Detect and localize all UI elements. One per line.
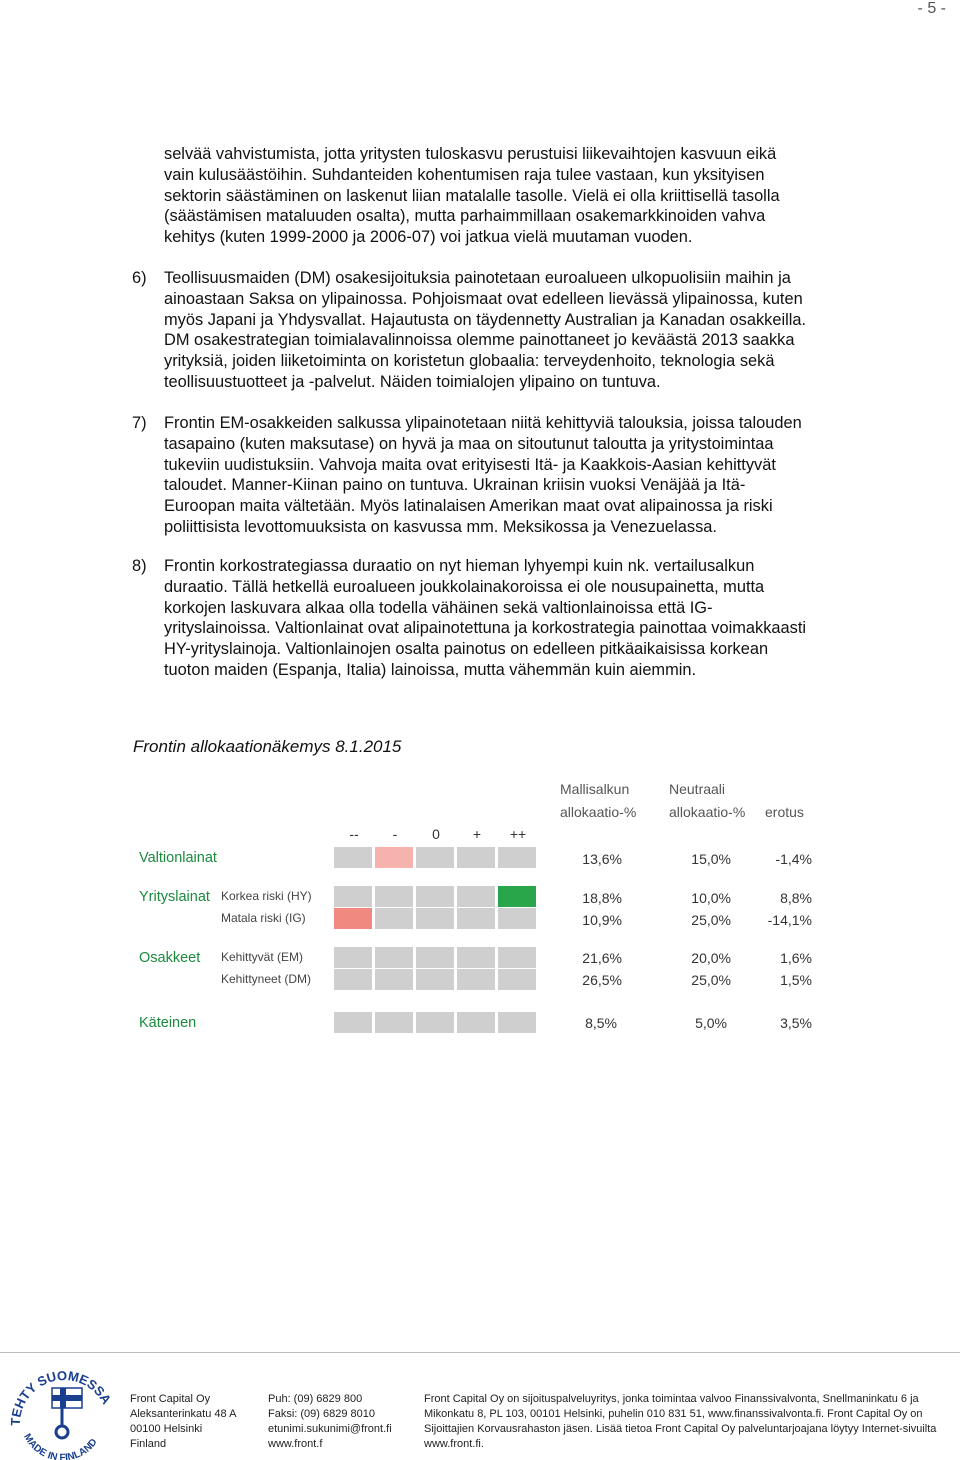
- footer-regulatory: [424, 1392, 956, 1452]
- scale-cell: [375, 886, 413, 907]
- text-line: DM osakestrategian toimialavalinnoissa olemme painottaneet jo keväästä 2013 saakka: [164, 331, 795, 350]
- text-line: sektorin säästäminen on laskenut liian matalalle tasolle. Vielä ei olla kriittisellä tasolla: [164, 186, 780, 205]
- allocation-title: Frontin allokaationäkemys 8.1.2015: [133, 737, 402, 756]
- text-line: ainoastaan Saksa on ylipainossa. Pohjoismaat ovat edelleen lievässä ylipainossa, kuten: [164, 289, 803, 308]
- scale-overweight: +: [472, 826, 482, 842]
- logo-text-top: TEHTY SUOMESSA: [7, 1367, 115, 1427]
- page-number: - 5 -: [917, 0, 946, 17]
- item-number-6: 6): [132, 269, 147, 287]
- footer-line: Aleksanterinkatu 48 A: [130, 1408, 237, 1420]
- scale-cell: [457, 908, 495, 929]
- scale-cell: [416, 908, 454, 929]
- footer-contact: [268, 1392, 392, 1452]
- difference-value: -14,1%: [767, 912, 812, 928]
- difference-value: 8,8%: [780, 890, 812, 906]
- category-yrityslainat: Yrityslainat: [139, 889, 210, 905]
- paragraph-8: [164, 556, 884, 681]
- scale-cell: [498, 969, 536, 990]
- text-line: vain kulusäästöihin. Suhdanteiden kohentumisen raja tulee vastaan, kun yksityisen: [164, 165, 765, 184]
- neutral-value: 25,0%: [691, 912, 731, 928]
- scale-cell: [416, 1012, 454, 1033]
- text-line: yrityslainoissa. Valtionlainat ovat alipainotettuna ja korkostrategia painottaa voimakkaasti: [164, 619, 807, 638]
- difference-value: -1,4%: [775, 851, 812, 867]
- header-neutral-line1: Neutraali: [669, 781, 726, 797]
- category-kateinen: Käteinen: [139, 1015, 197, 1031]
- paragraph-6: [164, 268, 884, 393]
- scale-cell: [498, 1012, 536, 1033]
- footer-line: Finland: [130, 1438, 167, 1450]
- header-difference: erotus: [765, 804, 804, 820]
- scale-cell: [375, 969, 413, 990]
- subcategory-em: Kehittyvät (EM): [221, 950, 304, 964]
- model-value: 26,5%: [582, 972, 622, 988]
- text-line: Frontin EM-osakkeiden salkussa ylipainotetaan niitä kehittyviä talouksia, joissa talouden: [164, 414, 802, 432]
- scale-cell: [375, 1012, 413, 1033]
- neutral-value: 20,0%: [691, 950, 731, 966]
- scale-cell: [457, 886, 495, 907]
- text-line: tukeviin uudistuksiin. Vahvoja maita ovat erityisesti Itä- ja Kaakkois-Aasian kehittyvät: [164, 455, 776, 474]
- text-line: poliittisista levottomuuksista on kasvussa mm. Meksikossa ja Venezuelassa.: [164, 517, 717, 536]
- neutral-value: 25,0%: [691, 972, 731, 988]
- scale-strong-overweight: ++: [509, 826, 527, 842]
- text-line: korkojen laskuvara alkaa olla todella vähäinen sekä valtionlainoissa että IG-: [164, 598, 713, 617]
- footer-web-link[interactable]: www.front.fi.: [424, 1438, 484, 1450]
- model-value: 8,5%: [585, 1015, 617, 1031]
- text-line: myös Japani ja Yhdysvallat. Hajautusta on täydennetty Australian ja Kanadan osakkeilla.: [164, 310, 807, 329]
- text-line: Teollisuusmaiden (DM) osakesijoituksia painotetaan euroalueen ulkopuolisiin maihin ja: [164, 269, 791, 287]
- scale-cell: [375, 908, 413, 929]
- scale-cell: [375, 947, 413, 968]
- key-flag-icon: [52, 1388, 82, 1438]
- scale-cell: [498, 947, 536, 968]
- text-line: teollisuustuotteet ja -palvelut. Näiden toimialojen ylipaino on tuntuva.: [164, 372, 661, 391]
- scale-cell: [457, 969, 495, 990]
- text-line: kehitys (kuten 1999-2000 ja 2006-07) voi jatkua vielä muutaman vuoden.: [164, 228, 693, 247]
- footer-email-link[interactable]: etunimi.sukunimi@front.fi: [268, 1423, 392, 1435]
- scale-cell: [498, 908, 536, 929]
- footer-line: Faksi: (09) 6829 8010: [268, 1408, 376, 1420]
- text-line: taloudet. Manner-Kiinan paino on tuntuva. Ukrainan kriisin vuoksi Venäjää ja Itä-: [164, 476, 746, 495]
- scale-cell: [457, 947, 495, 968]
- footer-line: Mikonkatu 8, PL 103, 00101 Helsinki, puhelin 010 831 51, www.finanssivalvonta.fi. Front Capital Oy on: [424, 1408, 923, 1420]
- scale-cell: [334, 847, 372, 868]
- footer-company: [130, 1392, 236, 1452]
- difference-value: 3,5%: [780, 1015, 812, 1031]
- footer-line: Front Capital Oy on sijoituspalveluyritys, jonka toimintaa valvoo Finanssivalvonta, Snellmaninkatu 6 ja: [424, 1393, 919, 1405]
- text-line: Euroopan maita vältetään. Myös latinalaisen Amerikan maat ovat alipainossa ja riski: [164, 497, 773, 516]
- model-value: 21,6%: [582, 950, 622, 966]
- footer-line: Sijoittajien Korvausrahaston jäsen. Lisää tietoa Front Capital Oy palveluntarjoajana löytyy Internet-sivuilta: [424, 1423, 937, 1435]
- subcategory-hy: Korkea riski (HY): [221, 889, 312, 903]
- header-neutral-line2: allokaatio-%: [669, 804, 746, 820]
- scale-cell: [457, 847, 495, 868]
- footer-line: Front Capital Oy: [130, 1393, 211, 1405]
- subcategory-dm: Kehittyneet (DM): [221, 972, 312, 986]
- text-line: tasapaino (kuten maksutase) on hyvä ja maa on sitoutunut taloutta ja yritystoimintaa: [164, 434, 774, 453]
- scale-cell: [334, 908, 372, 929]
- footer-divider: [0, 1352, 960, 1353]
- footer-web-link[interactable]: www.front.f: [268, 1438, 323, 1450]
- scale-cell: [416, 886, 454, 907]
- scale-cell: [334, 1012, 372, 1033]
- scale-cell: [416, 969, 454, 990]
- text-line: Frontin korkostrategiassa duraatio on nyt hieman lyhyempi kuin nk. vertailusalkun: [164, 557, 755, 575]
- neutral-value: 10,0%: [691, 890, 731, 906]
- category-osakkeet: Osakkeet: [139, 950, 201, 966]
- text-line: duraatio. Tällä hetkellä euroalueen joukkolainakoroissa ei ole nousupainetta, mutta: [164, 577, 765, 596]
- scale-cell: [334, 886, 372, 907]
- scale-underweight: -: [392, 826, 398, 842]
- scale-cell: [375, 847, 413, 868]
- logo-text-bottom: MADE IN FINLAND: [21, 1432, 100, 1460]
- paragraph-7: [164, 413, 884, 538]
- scale-cell: [498, 886, 536, 907]
- header-model-line1: Mallisalkun: [560, 781, 630, 797]
- footer-line: 00100 Helsinki: [130, 1423, 203, 1435]
- text-line: (säästämisen mataluuden osalta), mutta parhaimmillaan osakemarkkinoiden vahva: [164, 207, 766, 226]
- text-line: selvää vahvistumista, jotta yritysten tuloskasvu perustuisi liikevaihtojen kasvuun eikä: [164, 145, 777, 163]
- footer-line: Puh: (09) 6829 800: [268, 1393, 363, 1405]
- text-line: tuoton maiden (Espanja, Italia) lainoissa, mutta vähemmän kuin aiemmin.: [164, 660, 697, 679]
- item-number-8: 8): [132, 557, 147, 575]
- model-value: 10,9%: [582, 912, 622, 928]
- model-value: 18,8%: [582, 890, 622, 906]
- scale-cell: [334, 947, 372, 968]
- difference-value: 1,5%: [780, 972, 812, 988]
- scale-cell: [416, 847, 454, 868]
- category-valtionlainat: Valtionlainat: [139, 850, 217, 866]
- intro-paragraph: [164, 144, 884, 248]
- neutral-value: 5,0%: [695, 1015, 727, 1031]
- subcategory-ig: Matala riski (IG): [221, 911, 306, 925]
- text-line: yrityksiä, joiden liiketoiminta on koristetun globaalia: terveydenhoito, teknologia sekä: [164, 352, 775, 371]
- scale-neutral: 0: [432, 826, 440, 842]
- item-number-7: 7): [132, 414, 147, 432]
- scale-cell: [416, 947, 454, 968]
- text-line: HY-yrityslainoja. Valtionlainojen osalta painotus on edelleen pitkäaikaisissa korkean: [164, 640, 769, 659]
- model-value: 13,6%: [582, 851, 622, 867]
- scale-strong-underweight: --: [349, 826, 359, 842]
- scale-cell: [498, 847, 536, 868]
- header-model-line2: allokaatio-%: [560, 804, 637, 820]
- scale-cell: [334, 969, 372, 990]
- difference-value: 1,6%: [780, 950, 812, 966]
- neutral-value: 15,0%: [691, 851, 731, 867]
- scale-cell: [457, 1012, 495, 1033]
- made-in-finland-logo: [6, 1362, 116, 1460]
